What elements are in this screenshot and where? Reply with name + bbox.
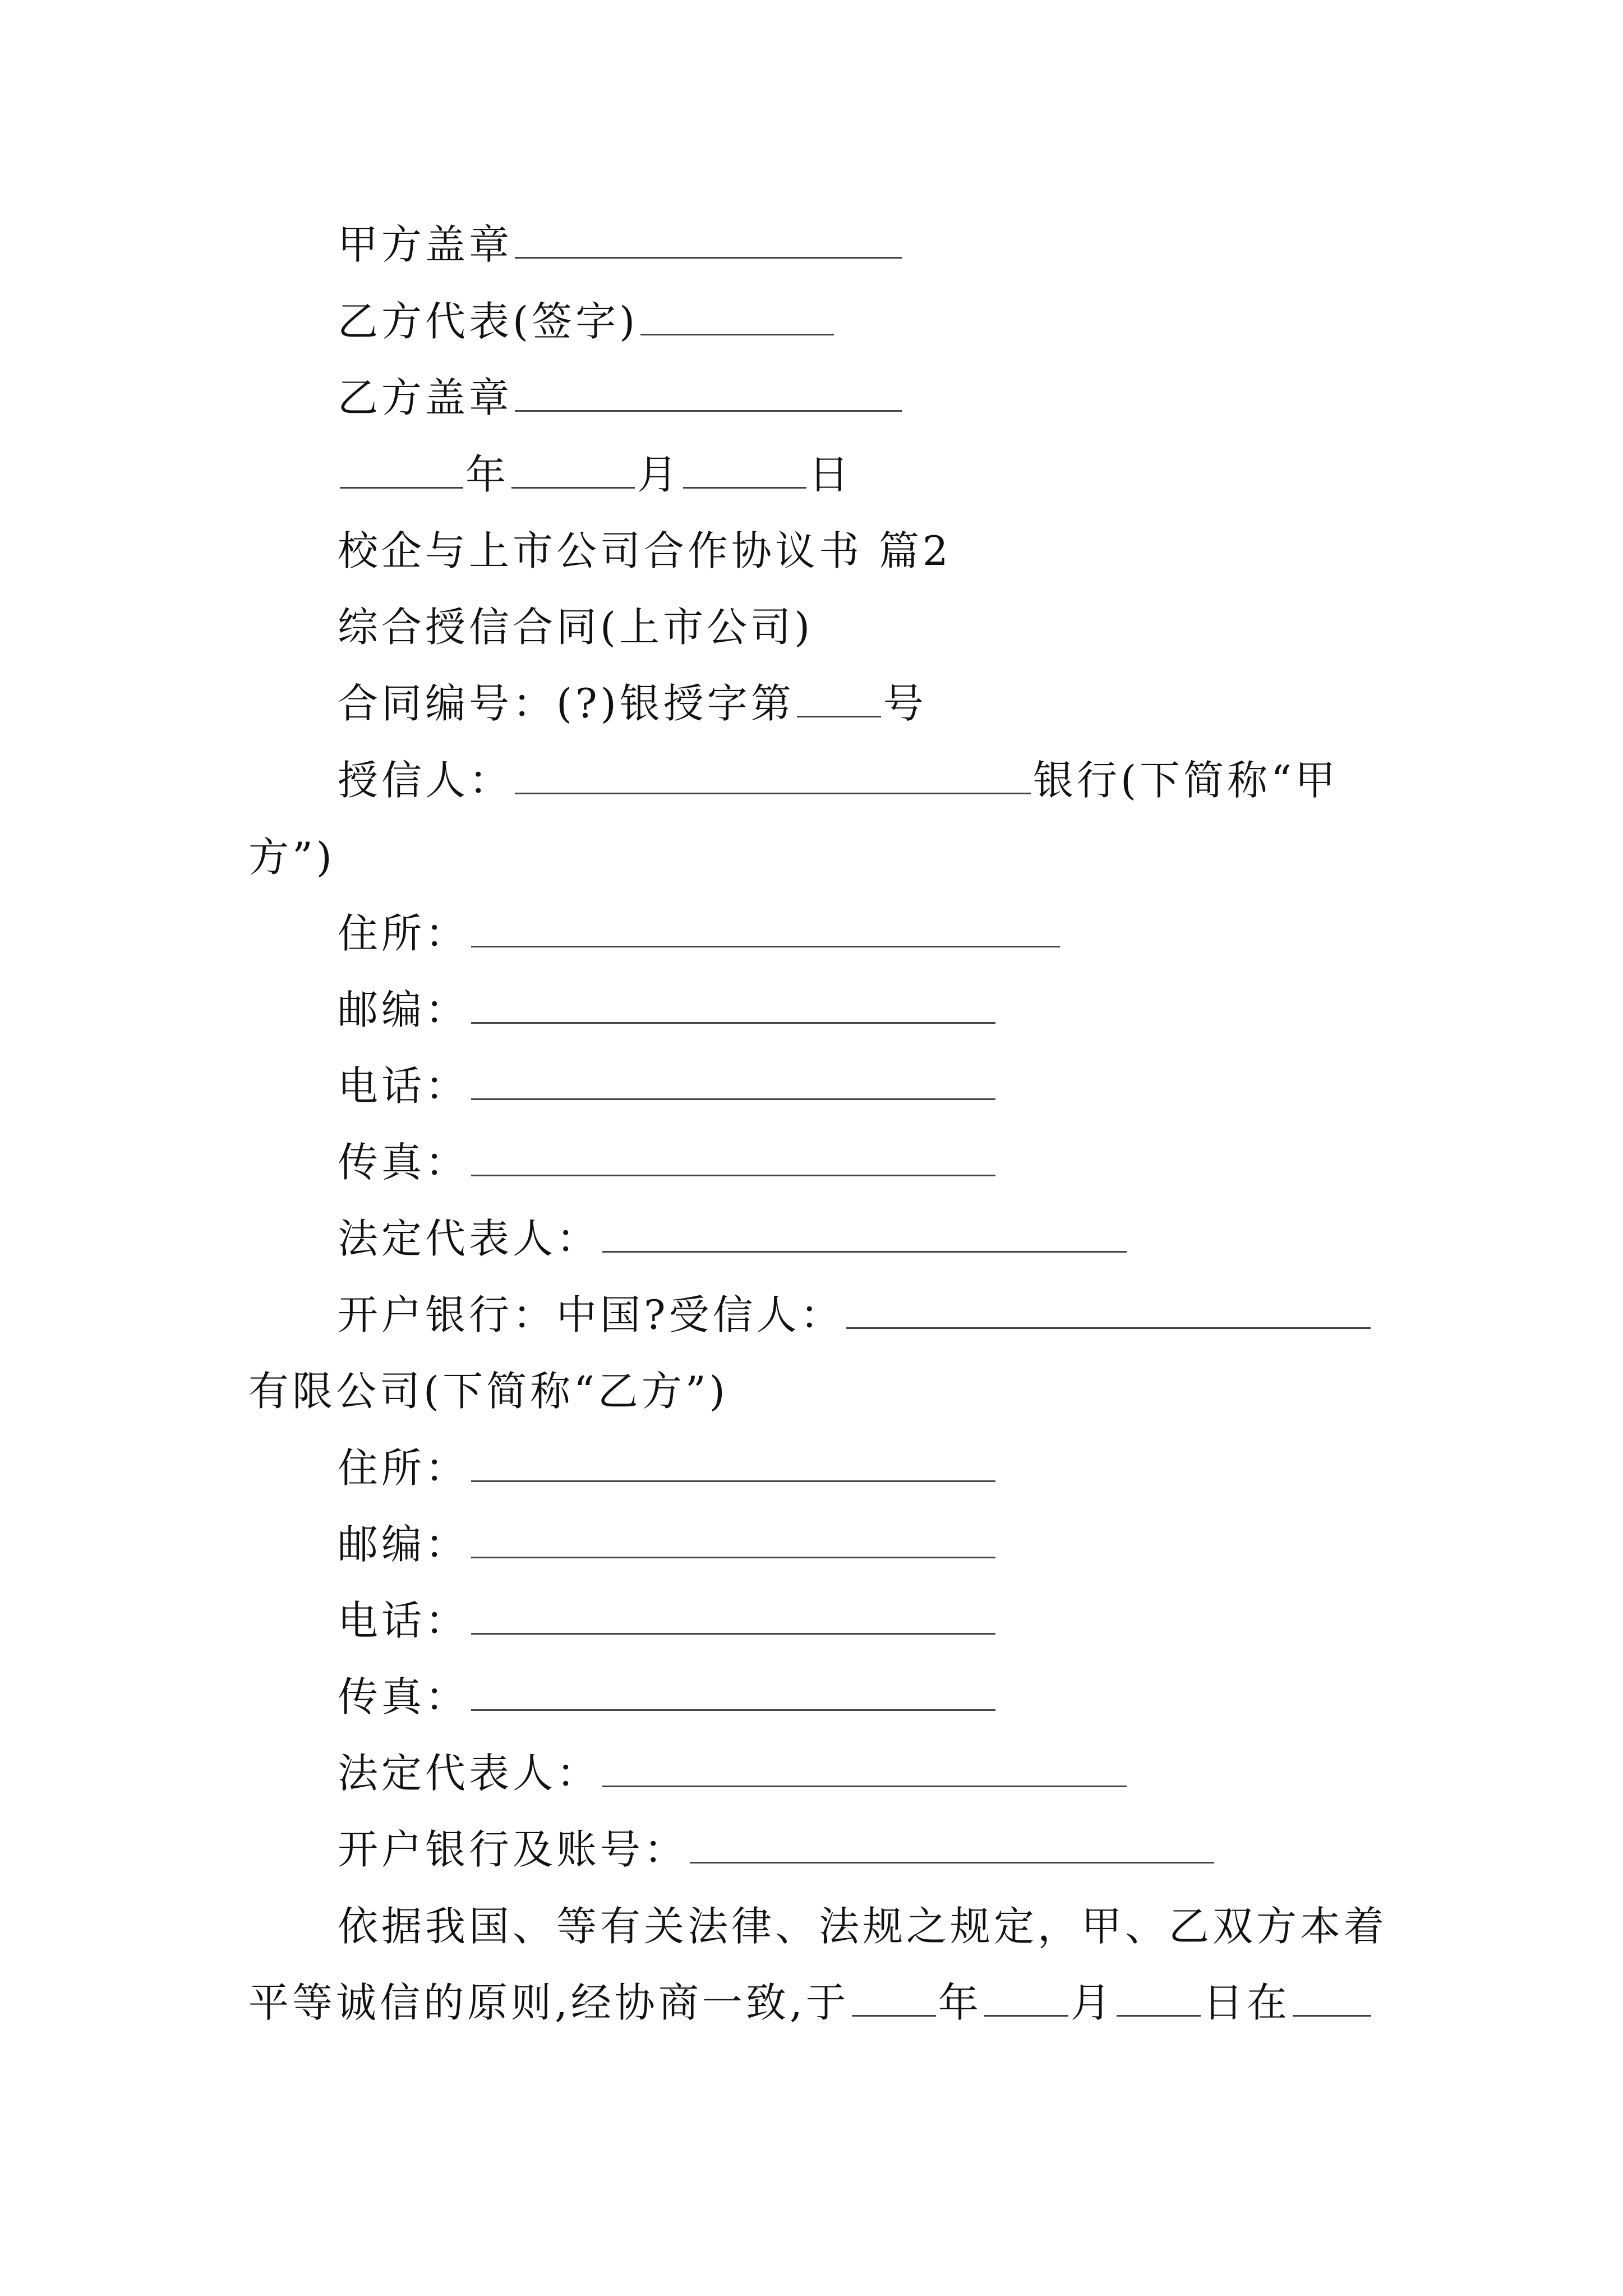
party-a-postcode-label: 邮编： [338,986,469,1033]
party-b-address-label: 住所： [338,1444,469,1492]
party-b-legal-rep-line [338,1750,1129,1797]
basis-year-blank[interactable] [852,1982,936,2017]
party-b-bank-account-blank[interactable] [690,1829,1214,1864]
basis-place-blank[interactable] [1293,1982,1371,2017]
creditor-blank[interactable] [515,760,1031,794]
date-year-label: 年 [465,451,510,498]
party-a-legal-rep-line [338,1215,1129,1262]
party-a-fax-line [338,1139,998,1186]
party-b-phone-line [338,1597,998,1644]
party-a-phone-blank[interactable] [471,1066,995,1100]
contract-number-line [338,680,927,727]
basis-day-blank[interactable] [1117,1982,1201,2017]
creditor-label: 授信人： [338,757,513,804]
basis-day-label: 日在 [1202,1979,1290,2026]
contract-number-suffix: 号 [883,680,927,727]
basis-line2-text: 平等诚信的原则,经协商一致,于 [248,1979,850,2026]
party-b-postcode-blank[interactable] [471,1524,995,1558]
party-b-seal-blank[interactable] [515,378,902,412]
creditor-line [338,757,1339,804]
date-month-blank[interactable] [511,454,635,489]
creditor-bank-suffix: 银行(下简称“甲 [1033,757,1339,804]
party-a-seal-line [338,221,904,268]
signature-date-line [338,451,853,498]
party-a-postcode-blank[interactable] [471,990,995,1024]
party-b-rep-label: 乙方代表(签字) [338,298,639,345]
party-b-seal-line [338,374,904,421]
party-b-postcode-line [338,1521,998,1568]
party-a-seal-blank[interactable] [515,224,902,259]
date-year-blank[interactable] [340,454,463,489]
party-a-legal-rep-label: 法定代表人： [338,1215,601,1262]
party-a-address-label: 住所： [338,910,469,957]
party-a-fax-blank[interactable] [471,1142,995,1176]
party-a-phone-line [338,1062,998,1110]
date-month-label: 月 [637,451,681,498]
party-b-fax-blank[interactable] [471,1677,995,1711]
party-b-fax-label: 传真： [338,1673,469,1720]
basis-paragraph-line1: 依据我国、等有关法律、法规之规定，甲、乙双方本着 [338,1903,1388,1950]
creditor-wrap: 方”) [248,834,335,881]
contract-number-prefix: 合同编号：(?)银授字第 [338,680,795,727]
party-b-fax-line [338,1673,998,1720]
section-title: 校企与上市公司合作协议书 篇2 [338,527,952,574]
party-b-postcode-label: 邮编： [338,1521,469,1568]
date-day-blank[interactable] [683,454,806,489]
party-b-company-wrap: 有限公司(下简称“乙方”) [248,1368,728,1415]
party-b-legal-rep-blank[interactable] [602,1753,1127,1787]
party-b-company-blank[interactable] [846,1295,1371,1329]
party-a-bank-label: 开户银行：中国?受信人： [338,1291,844,1338]
party-a-legal-rep-blank[interactable] [602,1218,1127,1253]
party-a-address-blank[interactable] [471,913,1060,947]
date-day-label: 日 [809,451,853,498]
party-b-legal-rep-label: 法定代表人： [338,1750,601,1797]
party-b-seal-label: 乙方盖章 [338,374,513,421]
party-b-address-line [338,1444,998,1492]
party-a-phone-label: 电话： [338,1062,469,1110]
basis-year-label: 年 [938,1979,982,2026]
basis-month-blank[interactable] [984,1982,1068,2017]
party-b-address-blank[interactable] [471,1448,995,1482]
basis-paragraph-line2 [248,1979,1373,2026]
party-b-bank-account-line [338,1826,1216,1873]
party-b-rep-line [338,298,836,345]
party-b-rep-blank[interactable] [640,301,834,335]
party-a-address-line [338,910,1062,957]
contract-number-blank[interactable] [797,683,881,717]
party-a-postcode-line [338,986,998,1033]
party-a-bank-line [338,1291,1373,1338]
party-b-phone-blank[interactable] [471,1600,995,1635]
party-a-seal-label: 甲方盖章 [338,221,513,268]
party-b-bank-account-label: 开户银行及账号： [338,1826,688,1873]
contract-title: 综合授信合同(上市公司) [338,604,814,651]
party-b-phone-label: 电话： [338,1597,469,1644]
basis-month-label: 月 [1070,1979,1114,2026]
party-a-fax-label: 传真： [338,1139,469,1186]
